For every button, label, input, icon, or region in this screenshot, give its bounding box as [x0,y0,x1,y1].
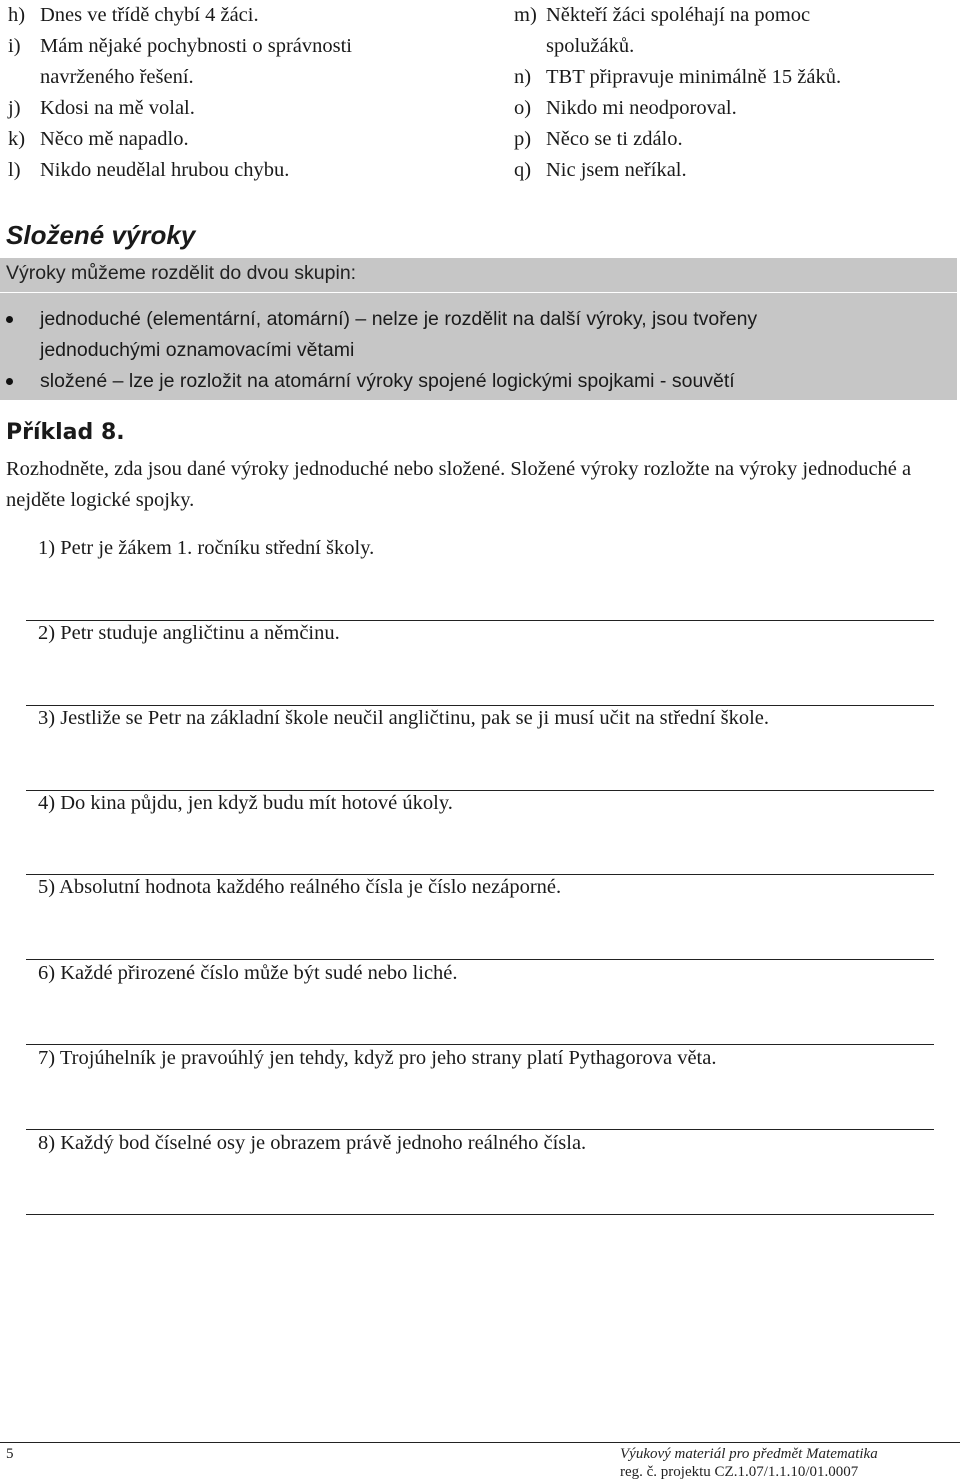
item-text: Něco se ti zdálo. [546,128,683,150]
list-item [514,155,954,186]
item-text: Dnes ve třídě chybí 4 žáci. [40,4,259,26]
answer-line[interactable] [26,705,934,706]
item-marker: j) [8,97,21,119]
list-item [514,124,954,155]
exercise-item: 2) Petr studuje angličtinu a němčinu. [38,622,340,644]
definition-list [0,304,957,397]
answer-line[interactable] [26,1214,934,1215]
item-marker: q) [514,159,532,181]
item-text: Kdosi na mě volal. [40,97,195,119]
answer-line[interactable] [26,959,934,960]
example-title: Příklad 8. [6,420,125,445]
item-text-line: navrženého řešení. [40,66,194,88]
list-item [514,62,954,93]
footer-divider [0,1442,960,1443]
exercise-item: 8) Každý bod číselné osy je obrazem právě jednoho reálného čísla. [38,1132,587,1154]
bullet-icon [0,304,40,366]
item-text: TBT připravuje minimálně 15 žáků. [546,66,842,88]
item-marker: i) [8,35,21,57]
item-text [546,0,954,62]
bullet-item [0,366,957,397]
item-text: Nic jsem neříkal. [546,159,687,181]
list-item [8,0,468,31]
item-marker: n) [514,66,532,88]
list-item [8,124,468,155]
answer-line[interactable] [26,790,934,791]
answer-line[interactable] [26,1129,934,1130]
statement-list-left [8,0,468,186]
item-text: Něco mě napadlo. [40,128,189,150]
bullet-item [0,304,957,366]
item-text-line: Mám nějaké pochybnosti o správnosti [40,35,353,57]
footer-info [620,1445,878,1481]
item-marker: m) [514,4,537,26]
answer-line[interactable] [26,1044,934,1045]
item-text [40,31,468,93]
item-marker: o) [514,97,532,119]
bullet-text [40,366,957,397]
list-item [514,0,954,62]
statement-list-right [514,0,954,186]
list-item [514,93,954,124]
item-text-line: Někteří žáci spoléhají na pomoc [546,4,811,26]
exercise-item: 4) Do kina půjdu, jen když budu mít hotové úkoly. [38,792,453,814]
example-instructions: Rozhodněte, zda jsou dané výroky jednoduché nebo složené. Složené výroky rozložte na výroky jednoduché a nejděte logické spojky. [6,458,912,511]
list-item [8,31,468,93]
bullet-text-line: jednoduchými oznamovacími větami [40,339,355,361]
item-text: Nikdo neudělal hrubou chybu. [40,159,290,181]
footer-material: Výukový materiál pro předmět Matematika [620,1446,878,1462]
list-item [8,93,468,124]
answer-line[interactable] [26,620,934,621]
exercise-item: 1) Petr je žákem 1. ročníku střední školy. [38,537,375,559]
item-marker: p) [514,128,532,150]
item-marker: k) [8,128,26,150]
divider [0,292,957,293]
page-number: 5 [6,1446,14,1462]
list-item [8,155,468,186]
bullet-icon [0,366,40,397]
exercise-item: 3) Jestliže se Petr na základní škole neučil angličtinu, pak se ji musí učit na střední škole. [38,707,769,729]
exercise-item: 7) Trojúhelník je pravoúhlý jen tehdy, když pro jeho strany platí Pythagorova věta. [38,1047,717,1069]
bullet-text [40,304,957,366]
answer-line[interactable] [26,874,934,875]
exercise-item: 5) Absolutní hodnota každého reálného čísla je číslo nezáporné. [38,876,562,898]
item-marker: h) [8,4,26,26]
exercise-item: 6) Každé přirozené číslo může být sudé nebo liché. [38,962,458,984]
section-intro: Výroky můžeme rozdělit do dvou skupin: [6,262,357,284]
bullet-text-line: jednoduché (elementární, atomární) – nelze je rozdělit na další výroky, jsou tvořeny [40,308,758,330]
section-title: Složené výroky [6,220,196,250]
item-marker: l) [8,159,21,181]
bullet-text-line: složené – lze je rozložit na atomární výroky spojené logickými spojkami - souvětí [40,370,735,392]
item-text: Nikdo mi neodporoval. [546,97,737,119]
footer-registration: reg. č. projektu CZ.1.07/1.1.10/01.0007 [620,1464,859,1480]
item-text-line: spolužáků. [546,35,635,57]
